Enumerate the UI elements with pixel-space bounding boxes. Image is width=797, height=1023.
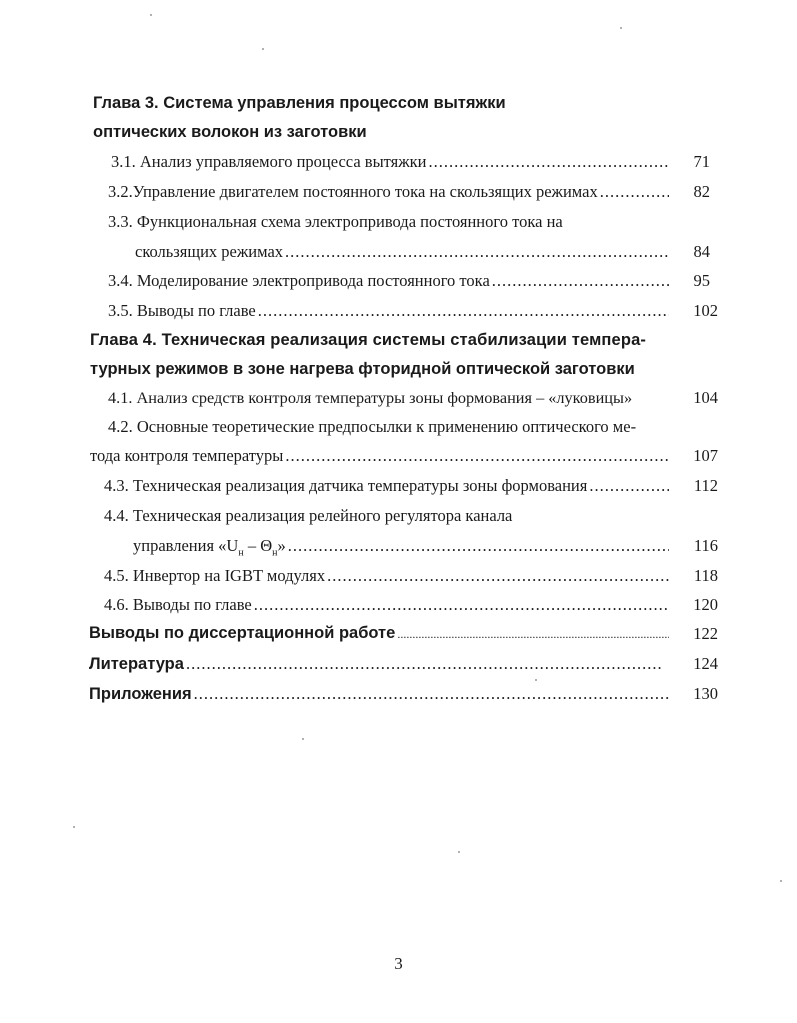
dot-leader xyxy=(429,152,670,172)
toc-entry-3-5[interactable] xyxy=(108,301,669,321)
toc-entry-label: управления «$U_н - \Theta_н$» xyxy=(133,536,286,559)
toc-page-number: 124 xyxy=(693,654,718,673)
chapter4-title-line2: турных режимов в зоне нагрева фторидной оптической заготовки xyxy=(90,360,635,378)
dot-leader xyxy=(194,684,669,704)
toc-page-number: 112 xyxy=(693,476,718,495)
scan-speck xyxy=(620,27,622,29)
toc-entry-4-2-cont[interactable] xyxy=(90,446,669,466)
toc-entry-3-1[interactable] xyxy=(111,152,669,172)
toc-entry-label: скользящих режимах xyxy=(135,242,284,261)
toc-entry-label: 4.6. Выводы по главе xyxy=(104,595,252,614)
toc-entry-4-4[interactable]: 4.4. Техническая реализация релейного регулятора канала xyxy=(104,506,513,525)
toc-entry-4-1[interactable]: 4.1. Анализ средств контроля температуры зоны формования – «луковицы» xyxy=(108,388,633,407)
toc-page-number: 130 xyxy=(693,684,718,703)
dot-leader xyxy=(285,242,669,262)
dot-leader xyxy=(288,536,669,556)
dot-leader xyxy=(254,595,669,615)
toc-page-number: 122 xyxy=(693,624,718,643)
toc-entry-4-6[interactable] xyxy=(104,595,669,615)
scan-speck xyxy=(302,738,304,740)
scan-speck xyxy=(780,880,782,882)
toc-entry-label: тода контроля температуры xyxy=(90,446,284,465)
dot-leader xyxy=(589,476,669,496)
toc-entry-label: Литература xyxy=(89,655,184,673)
toc-entry-label: 4.5. Инвертор на IGBT модулях xyxy=(104,566,326,585)
toc-entry-3-3[interactable]: 3.3. Функциональная схема электропривода постоянного тока на xyxy=(108,212,563,231)
toc-page-number: 118 xyxy=(693,566,718,585)
scan-speck xyxy=(458,851,460,853)
toc-entry-conclusions[interactable] xyxy=(89,624,669,643)
toc-page-number: 107 xyxy=(693,446,718,465)
dot-leader xyxy=(327,566,669,586)
chapter3-title-line1: Глава 3. Система управления процессом вытяжки xyxy=(93,94,506,112)
toc-entry-label: 3.2.Управление двигателем постоянного тока на скользящих режимах xyxy=(108,182,598,201)
scan-speck xyxy=(535,679,537,681)
toc-page-number: 84 xyxy=(693,242,710,261)
toc-page-number: 102 xyxy=(693,301,718,320)
toc-page-number: 95 xyxy=(693,271,710,290)
toc-entry-appendices[interactable] xyxy=(89,684,669,704)
toc-page-number: 82 xyxy=(693,182,710,201)
scan-speck xyxy=(150,14,152,16)
dot-leader xyxy=(600,182,669,202)
toc-page-number: 120 xyxy=(693,595,718,614)
toc-entry-label: Приложения xyxy=(89,685,192,703)
toc-entry-label: 3.1. Анализ управляемого процесса вытяжки xyxy=(111,152,427,171)
dot-leader xyxy=(285,446,669,466)
scan-speck xyxy=(262,48,264,50)
toc-page-number: 71 xyxy=(693,152,710,171)
toc-entry-label: 3.5. Выводы по главе xyxy=(108,301,256,320)
toc-entry-label: 3.4. Моделирование электропривода постоянного тока xyxy=(108,271,490,290)
toc-entry-4-4-cont[interactable] xyxy=(133,536,669,558)
toc-entry-label: Выводы по диссертационной работе xyxy=(89,624,396,642)
dot-leader xyxy=(186,654,661,674)
toc-entry-4-5[interactable] xyxy=(104,566,669,586)
page-number: 3 xyxy=(394,954,403,973)
toc-entry-3-2[interactable] xyxy=(108,182,669,202)
toc-page-number: 116 xyxy=(693,536,718,555)
toc-entry-label: 4.3. Техническая реализация датчика температуры зоны формования xyxy=(104,476,588,495)
dot-leader xyxy=(492,271,669,291)
toc-entry-3-3-cont[interactable] xyxy=(135,242,669,262)
dot-leader xyxy=(397,627,669,642)
chapter3-title-line2: оптических волокон из заготовки xyxy=(93,123,367,141)
toc-entry-4-2[interactable]: 4.2. Основные теоретические предпосылки к применению оптического ме- xyxy=(108,417,637,436)
dot-leader xyxy=(258,301,669,321)
scan-speck xyxy=(73,826,75,828)
chapter4-title-line1: Глава 4. Техническая реализация системы стабилизации темпера- xyxy=(90,331,647,349)
toc-entry-4-3[interactable] xyxy=(104,476,669,496)
toc-entry-literature[interactable] xyxy=(89,654,661,674)
toc-page-number: 104 xyxy=(693,388,718,407)
toc-entry-3-4[interactable] xyxy=(108,271,669,291)
